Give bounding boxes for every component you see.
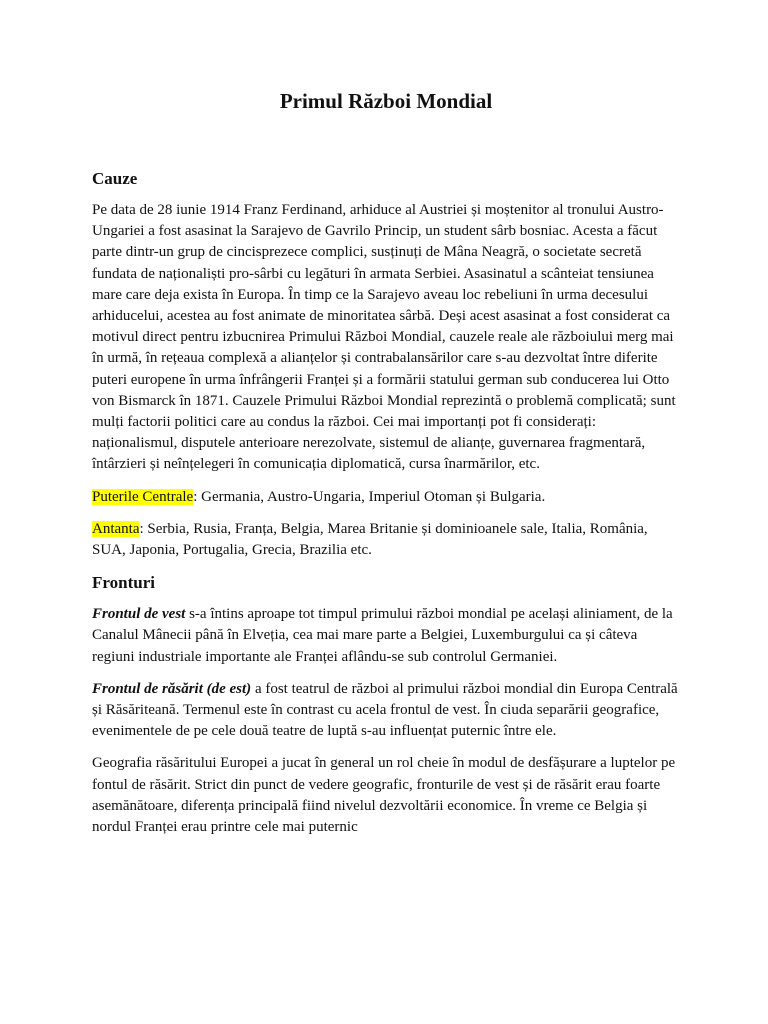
eastern-front-paragraph <box>92 679 680 743</box>
central-powers-paragraph <box>92 487 680 508</box>
causes-paragraph: Pe data de 28 iunie 1914 Franz Ferdinand, arhiduce al Austriei și moștenitor al tronului Austro-Ungariei a fost asasinat la Sarajevo de Gavrilo Princip, un student sârb bosniac. Acesta a făcut parte dintr-un grup de cincisprezece complici, susținuți de Mâna Neagră, o societate secretă fundata de naționaliști pro-sârbi cu legături în armata Serbiei. Asasinatul a scânteiat tensiunea mare care deja exista în Europa. În timp ce la Sarajevo aveau loc rebeliuni în urma decesului arhiducelui, acestea au fost animate de minoritatea sârbă. Deși acest asasinat a fost considerat ca motivul direct pentru izbucnirea Primului Război Mondial, cauzele reale ale războiului merg mai în urmă, în rețeaua complexă a alianțelor și contrabalansărilor care s-au dezvoltat între diferite puteri europene în urma înfrângerii Franței și a formării statului german sub conducerea lui Otto von Bismarck în 1871. Cauzele Primului Război Mondial reprezintă o problemă complicată; sunt mulți factorii politici care au condus la război. Cei mai importanți pot fi considerați: naționalismul, disputele anterioare nerezolvate, sistemul de alianțe, guvernarea fragmentară, întârzieri și neînțelegeri în comunicația diplomatică, cursa înarmărilor, etc. <box>92 202 676 473</box>
entente-label: Antanta <box>92 520 140 537</box>
eastern-front-text: a fost teatrul de război al primului război mondial din Europa Centrală și Răsăriteană. Termenul este în contrast cu acela frontul de vest. În ciuda separării geografice, evenimentele de pe cele două teatre de luptă s-au influențat puternic între ele. <box>92 680 678 740</box>
western-front-paragraph <box>92 604 680 668</box>
central-powers-text: : Germania, Austro-Ungaria, Imperiul Otoman și Bulgaria. <box>193 488 546 505</box>
document-page <box>92 86 680 849</box>
section-heading-causes: Cauze <box>92 169 138 188</box>
western-front-label: Frontul de vest <box>92 606 186 623</box>
document-title: Primul Război Mondial <box>279 89 493 113</box>
entente-paragraph <box>92 519 680 561</box>
section-heading-fronts: Fronturi <box>92 573 155 593</box>
entente-text: : Serbia, Rusia, Franța, Belgia, Marea Britanie și dominioanele sale, Italia, România, SUA, Japonia, Portugalia, Grecia, Brazilia etc. <box>92 520 648 559</box>
central-powers-label: Puterile Centrale <box>92 488 194 505</box>
eastern-front-label: Frontul de răsărit (de est) <box>92 680 252 697</box>
geography-paragraph: Geografia răsăritului Europei a jucat în general un rol cheie în modul de desfășurare a luptelor pe fontul de răsărit. Strict din punct de vedere geografic, fronturile de vest și de răsărit erau foarte asemănătoare, diferența principală fiind nivelul dezvoltării economice. În vreme ce Belgia și nordul Franței erau printre cele mai puternic <box>92 755 676 836</box>
western-front-text: s-a întins aproape tot timpul primului război mondial pe același aliniament, de la Canalul Mânecii până în Elveția, cea mai mare parte a Belgiei, Luxemburgului ca și câteva regiuni industriale importante ale Franței aflându-se sub controlul Germaniei. <box>92 606 673 665</box>
